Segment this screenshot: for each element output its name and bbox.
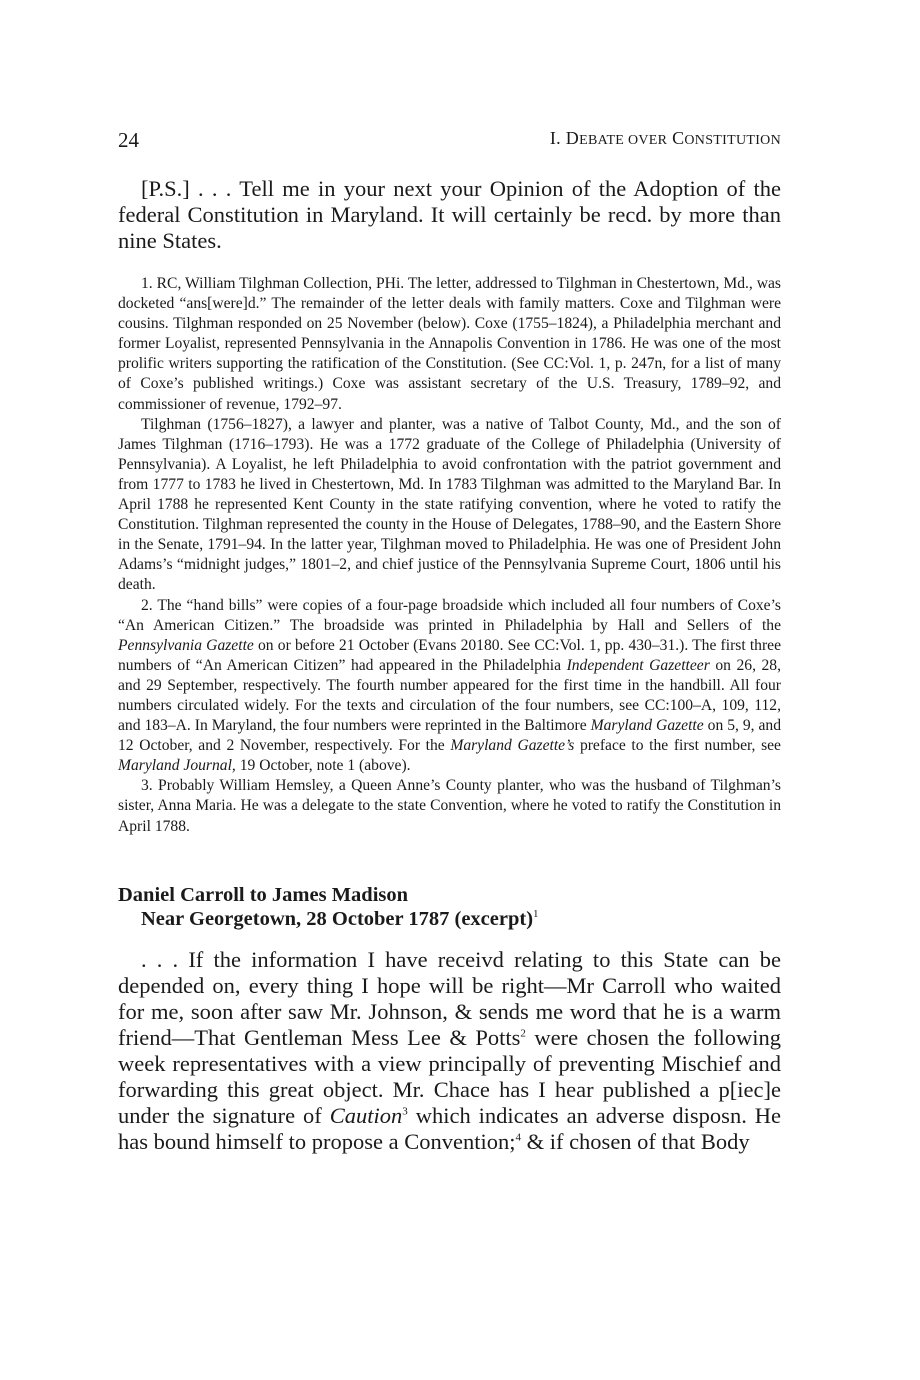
footnote-3: 3. Probably William Hemsley, a Queen Anne’s County planter, who was the husband of Tilghman’s sister, Anna Maria. He was a delegate to the state Convention, where he voted to ratify the Constitution in April 1788. (118, 777, 781, 835)
footnote-text: preface to the first number, see (574, 737, 781, 755)
footnote-1-continued: Tilghman (1756–1827), a lawyer and planter, was a native of Talbot County, Md., and the son of James Tilghman (1716–1793). He was a 1772 graduate of the College of Philadelphia (University of Pennsylvania). A Loyalist, he left Philadelphia to avoid confrontation with the patriot government and from 1777 to 1783 he lived in Chestertown, Md. In 1783 Tilghman was admitted to the Maryland Bar. In April 1788 he represented Kent County in the state ratifying convention, where he voted to ratify the Constitution. Tilghman represented the county in the House of Delegates, 1788–90, and the Eastern Shore in the Senate, 1791–94. In the latter year, Tilghman moved to Philadelphia. He was one of President John Adams’s “midnight judges,” 1801–2, and chief justice of the Pennsylvania Supreme Court, 1806 until his death. (118, 415, 781, 594)
letter-text: & if chosen of that Body (520, 1128, 750, 1154)
document-heading (118, 883, 781, 931)
document-dateline (118, 907, 781, 931)
footnote-1: 1. RC, William Tilghman Collection, PHi. The letter, addressed to Tilghman in Chestertown, Md., was docketed “ans[were]d.” The remainder of the letter deals with family matters. Coxe and Tilghman were cousins. Tilghman responded on 25 November (below). Coxe (1755–1824), a Philadelphia merchant and former Loyalist, represented Pennsylvania in the Annapolis Convention in 1786. He was one of the most prolific writers supporting the ratification of the Constitution. (See CC:Vol. 1, p. 247n, for a list of many of Coxe’s published writings.) Coxe was assistant secretary of the U.S. Treasury, 1789–92, and commissioner of revenue, 1792–97. (118, 275, 781, 413)
running-head-part: EBATE OVER (579, 133, 668, 148)
page-number: 24 (118, 128, 139, 152)
publication-title: Maryland Journal, (118, 757, 236, 775)
footnotes-section (118, 274, 781, 837)
running-head-part: ONSTITUTION (684, 133, 781, 148)
page-content (118, 176, 781, 1177)
footnote-text: on 5, 9, and 12 October, and 2 November, respectively. For the (118, 717, 781, 755)
footnote-2 (118, 596, 781, 777)
pseudonym: Caution (329, 1102, 403, 1128)
publication-title: Maryland Gazette (590, 717, 704, 735)
publication-title: Pennsylvania Gazette (118, 636, 254, 654)
footnote-text: on or before 21 October (Evans 20180. See CC:Vol. 1, pp. 430–31.). The first three numbers of “An American Citizen” had appeared in the Philadelphia (118, 636, 782, 674)
publication-title: Maryland Gazette’s (450, 737, 575, 755)
footnote-marker: 1 (533, 907, 539, 920)
running-head-part: C (667, 128, 685, 148)
letter-text: . . . If the information I have receivd relating to this State can be depended on, every thing I hope will be right—Mr Carroll who waited for me, soon after saw Mr. Johnson, & sends me word that he is a warm friend—That Gentleman Mess Lee & Potts (118, 946, 781, 1050)
postscript-paragraph: [P.S.] . . . Tell me in your next your Opinion of the Adoption of the federal Constitution in Maryland. It will certainly be recd. by more than nine States. (118, 176, 781, 253)
letter-text: were chosen the following week representatives with a view principally of preventing Mischief and forwarding this great object. Mr. Chace has I hear published a p[iec]e under the signature of (118, 1024, 781, 1128)
running-head (550, 128, 781, 149)
footnote-text: 19 October, note 1 (above). (235, 757, 411, 775)
footnote-marker: 2 (520, 1027, 526, 1040)
publication-title: Independent Gazetteer (566, 656, 710, 674)
running-head-part: I. D (549, 128, 580, 148)
page-header (118, 128, 781, 156)
document-title: Daniel Carroll to James Madison (118, 883, 409, 906)
footnote-text: on 26, 28, and 29 September, respectively. The fourth number appeared for the first time in the handbill. All four numbers circulated widely. For the texts and circulation of the four numbers, see CC:100–A, 109, 112, and 183–A. In Maryland, the four numbers were reprinted in the Baltimore (118, 656, 781, 735)
letter-body (118, 947, 781, 1155)
footnote-marker: 3 (402, 1105, 408, 1118)
letter-text: which indicates an adverse disposn. He has bound himself to propose a Convention; (118, 1102, 781, 1154)
footnote-text: 2. The “hand bills” were copies of a four-page broadside which included all four numbers of Coxe’s “An American Citizen.” The broadside was printed in Philadelphia by Hall and Sellers of the (118, 596, 781, 634)
footnote-marker: 4 (515, 1131, 521, 1144)
dateline-text: Near Georgetown, 28 October 1787 (excerpt) (141, 907, 534, 930)
